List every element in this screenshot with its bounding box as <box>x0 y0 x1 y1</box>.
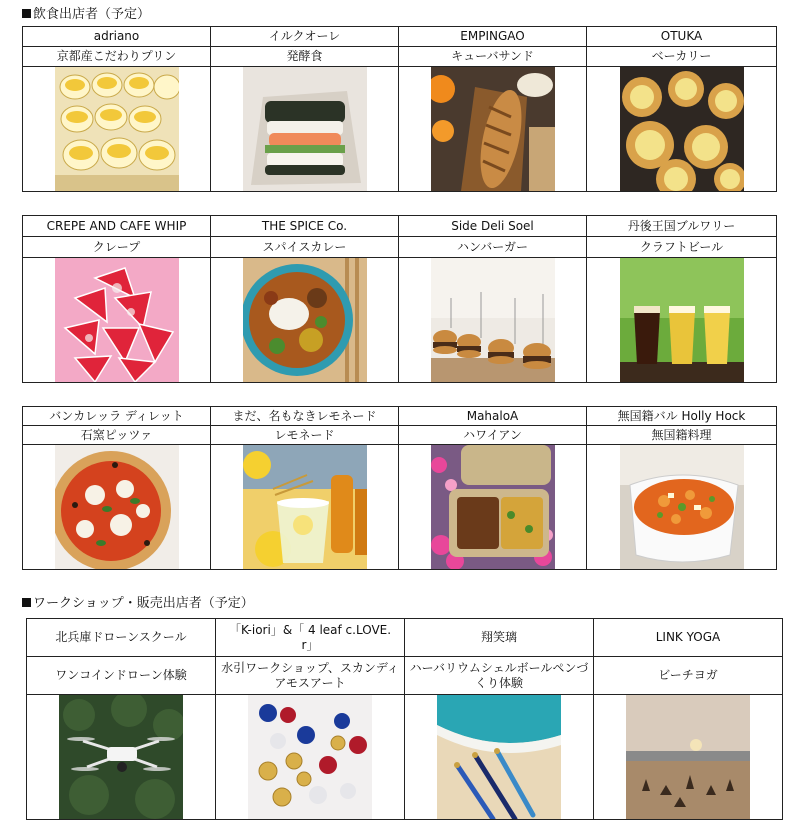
vendor-item: ハーバリウムシェルボールペンづくり体験 <box>405 657 594 695</box>
food-vendors-heading <box>22 7 150 23</box>
craft-beer-photo <box>620 258 744 382</box>
vendor-name: 丹後王国ブルワリー <box>587 216 777 237</box>
margherita-pizza-photo <box>55 445 179 569</box>
vendor-item: スパイスカレー <box>211 237 399 258</box>
vendor-item: ハワイアン <box>399 426 587 445</box>
vendor-item: ハンバーガー <box>399 237 587 258</box>
vendor-name: OTUKA <box>587 27 777 47</box>
vendor-item: 水引ワークショップ、スカンディアモスアート <box>216 657 405 695</box>
salmon-sandwich-photo <box>243 67 367 191</box>
vendor-item: クラフトビール <box>587 237 777 258</box>
food-vendor-table-3 <box>22 406 777 570</box>
vendor-name: 翔笑璃 <box>405 619 594 657</box>
workshop-vendor-table <box>26 618 783 820</box>
vendor-item: 石窯ピッツァ <box>23 426 211 445</box>
vendor-name: 「K-iori」&「 4 leaf c.LOVE. r」 <box>216 619 405 657</box>
strawberry-crepe-photo <box>55 258 179 382</box>
black-square-icon <box>22 9 31 18</box>
food-heading-text: 飲食出店者（予定） <box>33 7 151 22</box>
drone-photo <box>59 695 183 819</box>
mini-burgers-photo <box>431 258 555 382</box>
vendor-item: 発酵食 <box>211 47 399 67</box>
workshop-vendors-heading <box>22 596 254 612</box>
vendor-item: ワンコインドローン体験 <box>27 657 216 695</box>
vendor-item: レモネード <box>211 426 399 445</box>
vendor-name: Side Deli Soel <box>399 216 587 237</box>
vendor-name: LINK YOGA <box>594 619 783 657</box>
pudding-cups-photo <box>55 67 179 191</box>
vendor-name: バンカレッラ ディレット <box>23 407 211 426</box>
vendor-name: 無国籍バル Holly Hock <box>587 407 777 426</box>
herbarium-pens-photo <box>437 695 561 819</box>
lemon-pastries-photo <box>620 67 744 191</box>
vendor-name: イルクオーレ <box>211 27 399 47</box>
vendor-name: まだ、名もなきレモネード <box>211 407 399 426</box>
hawaiian-lunchbox-photo <box>431 445 555 569</box>
vendor-name: 北兵庫ドローンスクール <box>27 619 216 657</box>
vendor-name: THE SPICE Co. <box>211 216 399 237</box>
cuban-sandwich-photo <box>431 67 555 191</box>
workshop-heading-text: ワークショップ・販売出店者（予定） <box>33 596 254 611</box>
vendor-name: MahaloA <box>399 407 587 426</box>
vendor-item: 京都産こだわりプリン <box>23 47 211 67</box>
vendor-name: adriano <box>23 27 211 47</box>
vendor-item: ビーチヨガ <box>594 657 783 695</box>
vendor-item: ベーカリー <box>587 47 777 67</box>
vendor-name: CREPE AND CAFE WHIP <box>23 216 211 237</box>
vendor-item: クレープ <box>23 237 211 258</box>
vendor-name: EMPINGAO <box>399 27 587 47</box>
vegetable-soup-photo <box>620 445 744 569</box>
beach-yoga-photo <box>626 695 750 819</box>
mizuhiki-knots-photo <box>248 695 372 819</box>
lemonade-photo <box>243 445 367 569</box>
food-vendor-table-1 <box>22 26 777 192</box>
vendor-item: 無国籍料理 <box>587 426 777 445</box>
vendor-item: キューバサンド <box>399 47 587 67</box>
food-vendor-table-2 <box>22 215 777 383</box>
black-square-icon <box>22 598 31 607</box>
spice-curry-photo <box>243 258 367 382</box>
